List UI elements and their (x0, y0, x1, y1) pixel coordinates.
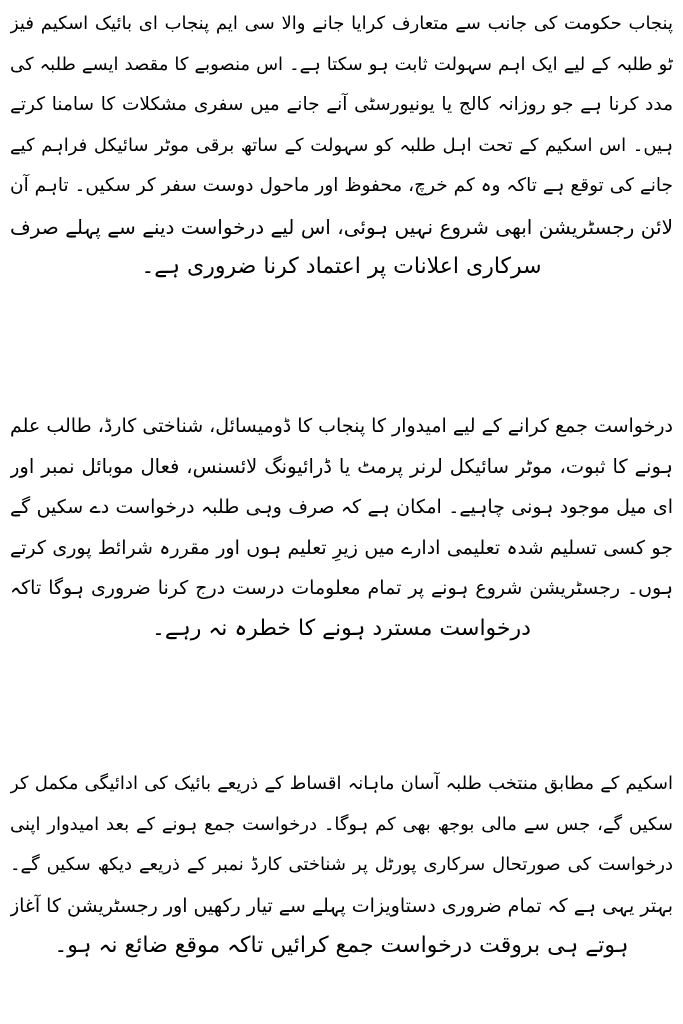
text-line: ای میل موجود ہونی چاہیے۔ امکان ہے کہ صرف وہی طلبہ درخواست دے سکیں گے (10, 496, 673, 518)
text-line: پنجاب حکومت کی جانب سے متعارف کرایا جانے والا سی ایم پنجاب ای بائیک اسکیم فیز (10, 13, 673, 34)
paragraph-ebike-scheme-intro (10, 4, 673, 288)
paragraph-installments-and-status (10, 764, 673, 967)
text-line: سکیں گے، جس سے مالی بوجھ بھی کم ہوگا۔ درخواست جمع ہونے کے بعد امیدوار اپنی (10, 813, 673, 835)
text-line: درخواست مسترد ہونے کا خطرہ نہ رہے۔ (152, 615, 531, 641)
text-line: ہوتے ہی بروقت درخواست جمع کرائیں تاکہ موقع ضائع نہ ہو۔ (54, 933, 629, 958)
text-line: جو کسی تسلیم شدہ تعلیمی ادارے میں زیرِ تعلیم ہوں اور مقررہ شرائط پوری کرتے (10, 536, 673, 559)
text-line: ٹو طلبہ کے لیے ایک اہم سہولت ثابت ہو سکتا ہے۔ اس منصوبے کا مقصد ایسے طلبہ کی (10, 53, 673, 75)
text-line: بہتر یہی ہے کہ تمام ضروری دستاویزات پہلے سے تیار رکھیں اور رجسٹریشن کا آغاز (10, 894, 673, 917)
text-line: مدد کرنا ہے جو روزانہ کالج یا یونیورسٹی آنے جانے میں سفری مشکلات کا سامنا کرتے (10, 94, 673, 115)
text-line: ہیں۔ اس اسکیم کے تحت اہل طلبہ کو سہولت کے ساتھ برقی موٹر سائیکل فراہم کیے (10, 134, 673, 156)
text-line: ہونے کا ثبوت، موٹر سائیکل لرنر پرمٹ یا ڈرائیونگ لائسنس، فعال موبائل نمبر اور (10, 454, 673, 478)
text-line: سرکاری اعلانات پر اعتماد کرنا ضروری ہے۔ (141, 254, 542, 279)
text-line: جانے کی توقع ہے تاکہ وہ کم خرچ، محفوظ اور ماحول دوست سفر کر سکیں۔ تاہم آن (10, 175, 673, 196)
paragraph-required-documents (10, 406, 673, 649)
text-line: درخواست کی صورتحال سرکاری پورٹل پر شناختی کارڈ نمبر کے ذریعے دیکھ سکیں گے۔ (10, 854, 673, 875)
text-line: لائن رجسٹریشن ابھی شروع نہیں ہوئی، اس لیے درخواست دینے سے پہلے صرف (10, 214, 673, 239)
text-line: اسکیم کے مطابق منتخب طلبہ آسان ماہانہ اقساط کے ذریعے بائیک کی ادائیگی مکمل کر (10, 773, 673, 794)
text-line: درخواست جمع کرانے کے لیے امیدوار کا پنجاب کا ڈومیسائل، شناختی کارڈ، طالب علم (10, 415, 673, 437)
text-line: ہوں۔ رجسٹریشن شروع ہونے پر تمام معلومات درست درج کرنا ضروری ہوگا تاکہ (10, 577, 673, 599)
